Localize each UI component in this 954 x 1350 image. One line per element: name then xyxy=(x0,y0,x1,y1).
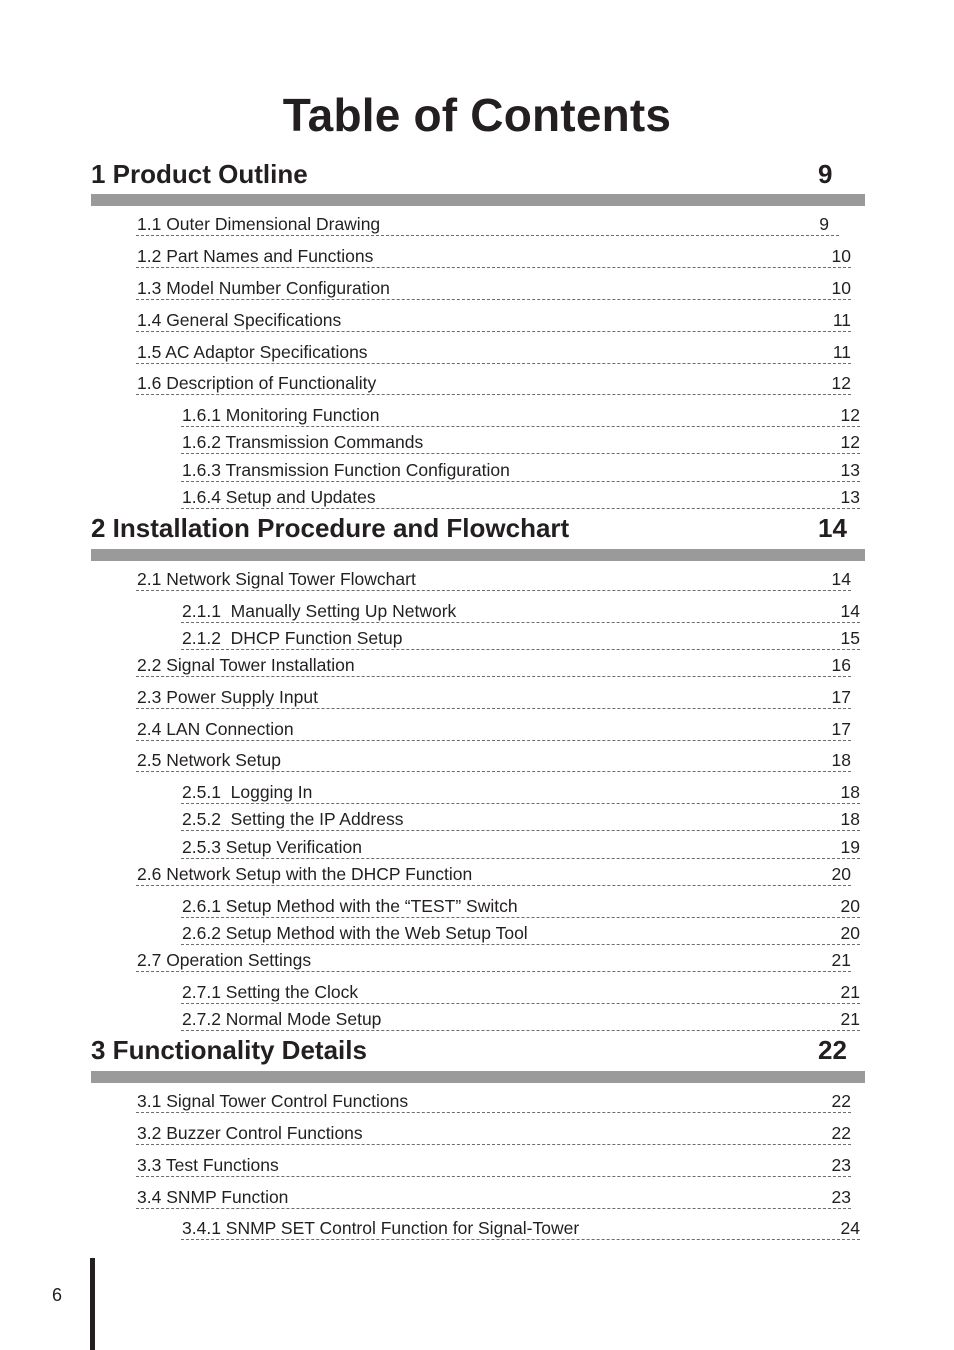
entry-page: 10 xyxy=(831,246,851,266)
entry-page: 22 xyxy=(831,1123,851,1143)
entry-title: 2.5.2 Setting the IP Address xyxy=(182,809,404,829)
toc-subentry[interactable] xyxy=(181,808,860,831)
entry-page: 20 xyxy=(831,864,851,884)
entry-page: 23 xyxy=(831,1187,851,1207)
toc-subentry[interactable] xyxy=(181,1217,860,1240)
entry-page: 10 xyxy=(831,278,851,298)
entry-title: 1.6.4 Setup and Updates xyxy=(182,487,376,507)
toc-subentry[interactable] xyxy=(181,404,860,427)
entry-page: 12 xyxy=(831,373,851,393)
toc-subentry[interactable] xyxy=(181,486,860,509)
toc-entry[interactable] xyxy=(136,1090,851,1113)
entry-page: 22 xyxy=(831,1091,851,1111)
entry-title: 3.4.1 SNMP SET Control Function for Signal-Tower xyxy=(182,1218,580,1238)
section-divider xyxy=(91,549,865,561)
toc-subentry[interactable] xyxy=(181,600,860,623)
entry-title: 2.6.1 Setup Method with the “TEST” Switch xyxy=(182,896,518,916)
entry-title: 2.6 Network Setup with the DHCP Function xyxy=(137,864,473,884)
entry-title: 2.1 Network Signal Tower Flowchart xyxy=(137,569,416,589)
entry-title: 2.5.3 Setup Verification xyxy=(182,837,362,857)
page-number: 6 xyxy=(52,1285,63,1305)
toc-entry[interactable] xyxy=(136,1122,851,1145)
entry-title: 2.1.2 DHCP Function Setup xyxy=(182,628,403,648)
entry-title: 1.6 Description of Functionality xyxy=(137,373,377,393)
toc-entry[interactable] xyxy=(136,372,851,395)
entry-title: 2.5 Network Setup xyxy=(137,750,281,770)
toc-entry[interactable] xyxy=(136,686,851,709)
entry-title: 1.6.1 Monitoring Function xyxy=(182,405,380,425)
section-title: 2 Installation Procedure and Flowchart xyxy=(91,513,570,543)
entry-page: 20 xyxy=(840,923,860,943)
entry-title: 3.3 Test Functions xyxy=(137,1155,279,1175)
entry-page: 16 xyxy=(831,655,851,675)
entry-page: 21 xyxy=(831,950,851,970)
entry-title: 1.6.2 Transmission Commands xyxy=(182,432,424,452)
entry-page: 12 xyxy=(840,432,860,452)
toc-entry[interactable] xyxy=(136,949,851,972)
entry-title: 1.5 AC Adaptor Specifications xyxy=(137,342,368,362)
toc-subentry[interactable] xyxy=(181,895,860,918)
entry-page: 15 xyxy=(840,628,860,648)
entry-page: 9 xyxy=(819,214,829,234)
entry-page: 21 xyxy=(840,1009,860,1029)
entry-title: 2.4 LAN Connection xyxy=(137,719,294,739)
entry-title: 1.1 Outer Dimensional Drawing xyxy=(137,214,381,234)
toc-entry[interactable] xyxy=(136,1154,851,1177)
section-divider xyxy=(91,194,865,206)
entry-page: 17 xyxy=(831,687,851,707)
section-title: 3 Functionality Details xyxy=(91,1035,367,1065)
margin-rule xyxy=(90,1258,95,1350)
section-heading-2[interactable] xyxy=(91,513,851,543)
toc-entry[interactable] xyxy=(136,277,851,300)
entry-page: 18 xyxy=(831,750,851,770)
toc-entry[interactable] xyxy=(136,341,851,364)
entry-title: 2.5.1 Logging In xyxy=(182,782,313,802)
entry-title: 1.3 Model Number Configuration xyxy=(137,278,390,298)
entry-title: 2.3 Power Supply Input xyxy=(137,687,318,707)
entry-title: 2.2 Signal Tower Installation xyxy=(137,655,355,675)
entry-page: 24 xyxy=(840,1218,860,1238)
section-title: 1 Product Outline xyxy=(91,159,308,189)
entry-page: 20 xyxy=(840,896,860,916)
entry-title: 3.1 Signal Tower Control Functions xyxy=(137,1091,409,1111)
toc-entry[interactable] xyxy=(136,654,851,677)
entry-page: 21 xyxy=(840,982,860,1002)
entry-title: 2.7 Operation Settings xyxy=(137,950,312,970)
toc-subentry[interactable] xyxy=(181,922,860,945)
entry-page: 18 xyxy=(840,782,860,802)
entry-page: 14 xyxy=(831,569,851,589)
entry-page: 11 xyxy=(832,342,851,362)
entry-title: 1.6.3 Transmission Function Configuration xyxy=(182,460,510,480)
entry-page: 13 xyxy=(840,487,860,507)
section-page: 14 xyxy=(818,513,847,543)
page-title: Table of Contents xyxy=(282,89,672,141)
toc-entry[interactable] xyxy=(136,245,851,268)
entry-page: 13 xyxy=(840,460,860,480)
section-page: 9 xyxy=(818,159,833,189)
entry-page: 12 xyxy=(840,405,860,425)
toc-subentry[interactable] xyxy=(181,431,860,454)
entry-title: 1.4 General Specifications xyxy=(137,310,342,330)
entry-page: 23 xyxy=(831,1155,851,1175)
toc-subentry[interactable] xyxy=(181,981,860,1004)
toc-entry[interactable] xyxy=(136,749,851,772)
toc-entry[interactable] xyxy=(136,309,851,332)
toc-entry[interactable] xyxy=(136,718,851,741)
toc-entry[interactable] xyxy=(136,863,851,886)
entry-page: 14 xyxy=(840,601,860,621)
entry-title: 1.2 Part Names and Functions xyxy=(137,246,374,266)
entry-title: 2.1.1 Manually Setting Up Network xyxy=(182,601,457,621)
entry-title: 2.7.1 Setting the Clock xyxy=(182,982,359,1002)
entry-page: 11 xyxy=(832,310,851,330)
toc-subentry[interactable] xyxy=(181,836,860,859)
toc-entry[interactable] xyxy=(136,213,839,236)
toc-entry[interactable] xyxy=(136,568,851,591)
section-divider xyxy=(91,1071,865,1083)
section-heading-1[interactable] xyxy=(91,159,833,189)
entry-title: 3.4 SNMP Function xyxy=(137,1187,289,1207)
entry-title: 2.7.2 Normal Mode Setup xyxy=(182,1009,382,1029)
toc-subentry[interactable] xyxy=(181,781,860,804)
toc-subentry[interactable] xyxy=(181,459,860,482)
section-page: 22 xyxy=(818,1035,847,1065)
entry-page: 18 xyxy=(840,809,860,829)
section-heading-3[interactable] xyxy=(91,1035,851,1065)
toc-subentry[interactable] xyxy=(181,627,860,650)
toc-subentry[interactable] xyxy=(181,1008,860,1031)
entry-page: 17 xyxy=(831,719,851,739)
entry-page: 19 xyxy=(840,837,860,857)
entry-title: 2.6.2 Setup Method with the Web Setup Tool xyxy=(182,923,528,943)
toc-entry[interactable] xyxy=(136,1186,851,1209)
entry-title: 3.2 Buzzer Control Functions xyxy=(137,1123,363,1143)
